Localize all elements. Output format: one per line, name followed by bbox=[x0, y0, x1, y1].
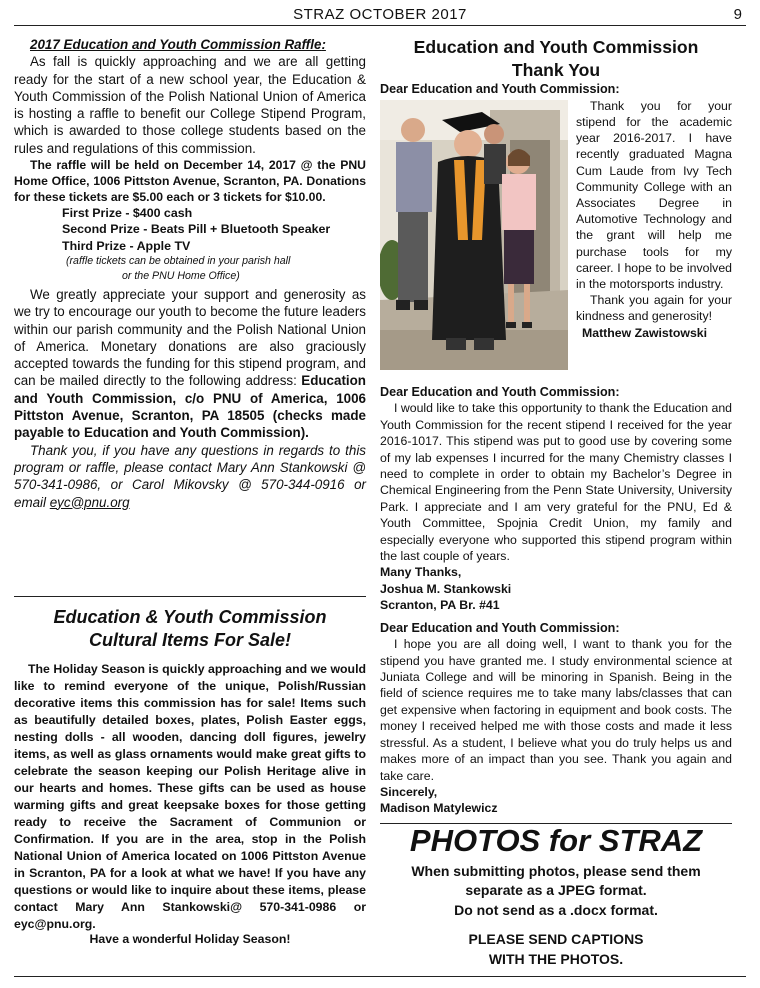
holiday-closing: Have a wonderful Holiday Season! bbox=[89, 932, 291, 946]
cultural-heading: Education & Youth Commission Cultural Items For Sale! bbox=[53, 607, 327, 650]
raffle-paragraph-3: We greatly appreciate your support and generosity as we try to encourage our youth to become the future leaders within our parish community and the Polish National Union of America. Monetary donations are also graciously accepted towards the funding for this stipend program, and can be mailed directly to the following address: Education and Youth Commission, c/o PNU of America, 1006 Pittston Avenue, Scranton, PA 18505 (checks made payable to Education and Youth Commission). bbox=[14, 286, 366, 441]
letter-closing: Many Thanks, bbox=[380, 565, 462, 580]
raffle-article bbox=[14, 36, 366, 511]
prize-note: or the PNU Home Office) bbox=[122, 269, 240, 282]
divider bbox=[14, 976, 746, 977]
raffle-paragraph-1: As fall is quickly approaching and we are all getting ready for the start of a new school year, the Education & Youth Commission of the Polish National Union of America is hosting a raffle to benefit our College Stipend Program, which is awarded to those college students based on the rules and regulations of this commission. bbox=[14, 54, 366, 156]
photos-captions-note: PLEASE SEND CAPTIONS WITH THE PHOTOS. bbox=[468, 931, 644, 967]
letter-salutation: Dear Education and Youth Commission: bbox=[380, 384, 620, 399]
letter-signature: Matthew Zawistowski bbox=[582, 325, 708, 340]
prize-list bbox=[14, 205, 366, 254]
letter-salutation: Dear Education and Youth Commission: bbox=[380, 620, 620, 635]
thank-you-article bbox=[380, 36, 732, 969]
prize-item: First Prize - $400 cash bbox=[62, 206, 193, 221]
raffle-paragraph-2: The raffle will be held on December 14, 2017 @ the PNU Home Office, 1006 Pittston Avenue, Scranton, PA. Donations for these tickets are $5.00 each or 3 tickets for $10.00. bbox=[14, 158, 366, 205]
thank-you-heading: Education and Youth Commission Thank You bbox=[413, 37, 699, 80]
letter-body: Thank you for your stipend for the academic year 2016-2017. I have recently graduated Magna Cum Laude from Ivy Tech Community College with an Associates Degree in Automotive Technology and the grant will help me purchase tools for my career. I hope to be involved in the motorsports industry. Thank you again for your kindness and generosity! bbox=[576, 98, 732, 324]
page-header bbox=[14, 4, 746, 26]
letter-closing: Sincerely, bbox=[380, 784, 438, 799]
letter-signature: Madison Matylewicz bbox=[380, 801, 498, 816]
prize-note: (raffle tickets can be obtained in your parish hall bbox=[66, 254, 291, 267]
page-number: 9 bbox=[733, 6, 742, 23]
raffle-heading: 2017 Education and Youth Commission Raffle: bbox=[30, 37, 326, 52]
prize-item: Third Prize - Apple TV bbox=[62, 238, 191, 253]
letter-location: Scranton, PA Br. #41 bbox=[380, 598, 500, 613]
cultural-body: The Holiday Season is quickly approaching and we would like to remind everyone of the unique, Polish/Russian decorative items this commission has for sale! Items such as beautifully detailed boxes, plates, Polish Easter eggs, nesting dolls - all wooden, dancing doll figures, jewelry items, as well as glass ornaments would make great gifts to celebrate the season keeping our Polish Heritage alive in our hearts and homes. These gifts can be used as house warming gifts and great keepsake boxes for those getting ready to receive the Sacrament of Communion or Confirmation. If you are in the area, stop in the Polish National Union of America located on 1006 Pittston Avenue in Scranton, PA for a look at what we have! If you have any questions or would like to inquire about these items, please contact Mary Ann Stankowski@ 570-341-0986 or eyc@pnu.org. bbox=[14, 662, 366, 931]
prize-item: Second Prize - Beats Pill + Bluetooth Speaker bbox=[62, 222, 331, 237]
photos-heading: PHOTOS for STRAZ bbox=[409, 822, 703, 858]
raffle-paragraph-4: Thank you, if you have any questions in regards to this program or raffle, please contact Mary Ann Stankowski @ 570-341-0986, or Carol Mikovsky @ 570-344-0916 or email eyc@pnu.org bbox=[14, 442, 366, 510]
email-link[interactable]: eyc@pnu.org bbox=[49, 494, 130, 510]
graduation-photo bbox=[380, 100, 568, 370]
newspaper-title: STRAZ OCTOBER 2017 bbox=[293, 6, 467, 23]
letter-body: I hope you are all doing well, I want to thank you for the stipend you have granted me. I study environmental science at Juniata College and will be minoring in Spanish. Being in the field of science requires me to take many labs/classes that can get expensive when factoring in equipment and book costs. The money I received helped me with those costs and made it less stressful. As a student, I believe what you do truly helps us and makes more of an impact than you see. Thank you again and take care. bbox=[380, 637, 732, 783]
letter-salutation: Dear Education and Youth Commission: bbox=[380, 82, 620, 97]
letter-body: I would like to take this opportunity to thank the Education and Youth Commission for the recent stipend I received for the year 2016-1017. This stipend was put to good use by covering some of my lab expenses I incurred for the many Chemistry classes I need to complete in order to obtain my Bachelor’s Degree in Chemical Engineering from the Penn State University, University Park. I appreciate and I am very grateful for the PNU, Ed & Youth Committee, Spojnia Credit Union, my family and especially everyone who supported this stipend program within the last couple of years. bbox=[380, 401, 732, 564]
letter-signature: Joshua M. Stankowski bbox=[380, 581, 512, 596]
photos-instructions: When submitting photos, please send them separate as a JPEG format. Do not send as a .docx format. bbox=[411, 862, 701, 918]
divider bbox=[14, 596, 366, 597]
